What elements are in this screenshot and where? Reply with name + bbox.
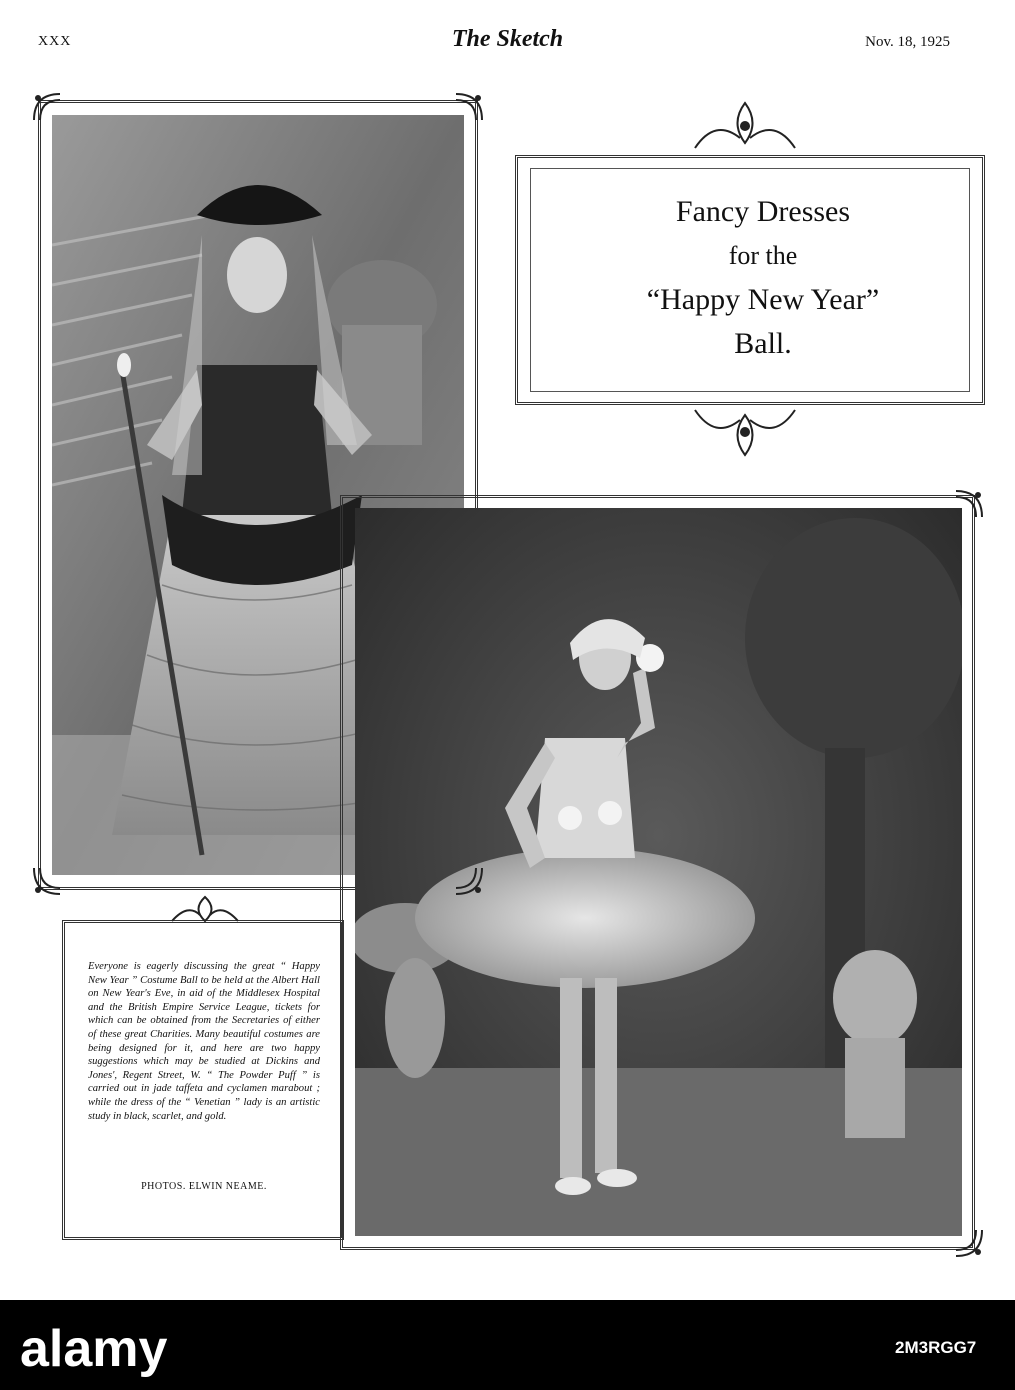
photo-credit: PHOTOS. ELWIN NEAME. bbox=[141, 1181, 267, 1192]
ornament-bottom-icon bbox=[685, 400, 805, 460]
corner-ornament-icon bbox=[30, 864, 64, 898]
ornament-top-icon bbox=[685, 98, 805, 158]
page-number: XXX bbox=[38, 34, 72, 49]
image-id: 2M3RGG7 bbox=[895, 1338, 977, 1357]
title-line-2: for the bbox=[728, 241, 798, 270]
corner-ornament-icon bbox=[452, 864, 486, 898]
alamy-logo bbox=[20, 1318, 230, 1378]
corner-ornament-icon bbox=[952, 1226, 986, 1260]
title-line-1: Fancy Dresses bbox=[675, 195, 851, 228]
article-title bbox=[543, 190, 983, 366]
caption-ornament-icon bbox=[170, 895, 240, 925]
svg-text:alamy: alamy bbox=[20, 1320, 168, 1378]
corner-ornament-icon bbox=[952, 487, 986, 521]
corner-ornament-icon bbox=[30, 90, 64, 124]
masthead: The Sketch bbox=[451, 26, 564, 52]
title-line-4: Ball. bbox=[734, 327, 792, 360]
corner-ornament-icon bbox=[452, 90, 486, 124]
caption-text: Everyone is eagerly discussing the great “ Happy New Year ” Costume Ball to be held at the Albert Hall on New Year's Eve, in aid of the Middlesex Hospital and the British Empire Service League, tickets for which can be obtained from the Secretaries of either of these great Charities. Many beautiful costumes are being designed for it, and here are two happy suggestions which may be studied at Dickins and Jones', Regent Street, W. “ The Powder Puff ” is carried out in jade taffeta and cyclamen marabout ; while the dress of the “ Venetian ” lady is an artistic study in black, scarlet, and gold. bbox=[88, 961, 320, 1122]
issue-date: Nov. 18, 1925 bbox=[865, 34, 950, 50]
powder-puff-photo bbox=[355, 508, 962, 1236]
title-line-3: “Happy New Year” bbox=[646, 283, 880, 316]
